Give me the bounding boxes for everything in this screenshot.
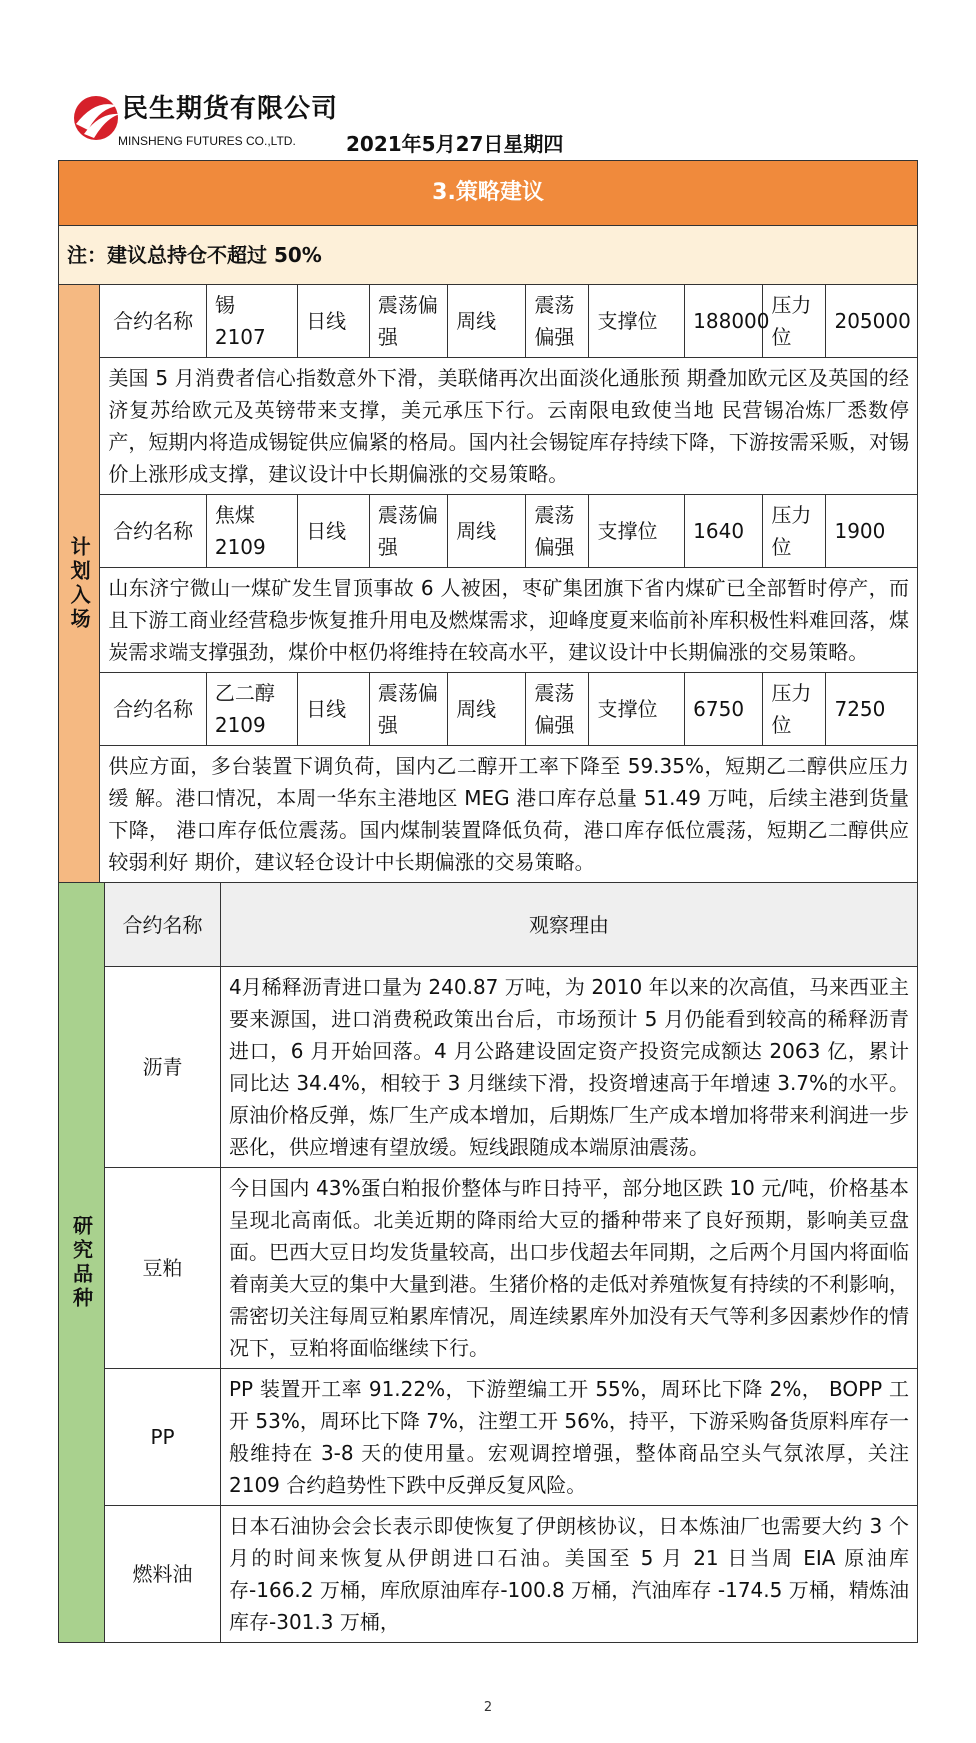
plan-analysis: 供应方面，多台装置下调负荷，国内乙二醇开工率下降至 59.35%，短期乙二醇供应压力缓 解。港口情况，本周一华东主港地区 MEG 港口库存总量 51.49 万吨，后续主港到货量下降， 港口库存低位震荡。国内煤制装置降低负荷，港口库存低位震荡，短期乙二醇供应较弱利好 期价，建议轻仓设计中长期偏涨的交易策略。: [100, 746, 918, 883]
resistance-value: 205000: [826, 285, 918, 358]
research-side-label: 研究品种: [59, 883, 105, 1643]
daily-label: 日线: [298, 285, 370, 358]
commodity-reason: PP 装置开工率 91.22%，下游塑编工开 55%，周环比下降 2%， BOPP 工开 53%，周环比下降 7%，注塑工开 56%，持平，下游采购备货原料库存一般维持在 3-8 天的使用量。宏观调控增强，整体商品空头气氛浓厚，关注 2109 合约趋势性下跌中反弹反复风险。: [221, 1369, 918, 1506]
plan-row: [59, 673, 918, 746]
plan-analysis: 美国 5 月消费者信心指数意外下滑，美联储再次出面淡化通胀预 期叠加欧元区及英国的经济复苏给欧元及英镑带来支撑，美元承压下行。云南限电致使当地 民营锡冶炼厂悉数停产，短期内将造成锡锭供应偏紧的格局。国内社会锡锭库存持续下降，下游按需采贩，对锡价上涨形成支撑，建议设计中长期偏涨的交易策略。: [100, 358, 918, 495]
daily-trend: 震荡偏强: [369, 495, 447, 568]
contract-value: 乙二醇 2109: [206, 673, 297, 746]
strategy-table: [58, 160, 918, 883]
plan-analysis: 山东济宁微山一煤矿发生冒顶事故 6 人被困，枣矿集团旗下省内煤矿已全部暂时停产，而且下游工商业经营稳步恢复推升用电及燃煤需求，迎峰度夏来临前补库积极性料难回落，煤炭需求端支撑强劲，煤价中枢仍将维持在较高水平，建议设计中长期偏涨的交易策略。: [100, 568, 918, 673]
support-value: 188000: [685, 285, 763, 358]
plan-row: [59, 495, 918, 568]
daily-trend: 震荡偏强: [369, 673, 447, 746]
weekly-label: 周线: [448, 495, 526, 568]
commodity-reason: 今日国内 43%蛋白粕报价整体与昨日持平，部分地区跌 10 元/吨，价格基本呈现北高南低。北美近期的降雨给大豆的播种带来了良好预期，影响美豆盘面。巴西大豆日均发货量较高，出口步伐超去年同期，之后两个月国内将面临着南美大豆的集中大量到港。生猪价格的走低对养殖恢复有持续的不利影响，需密切关注每周豆粕累库情况，周连续累库外加没有天气等利多因素炒作的情况下，豆粕将面临继续下行。: [221, 1168, 918, 1369]
daily-label: 日线: [298, 673, 370, 746]
table-row: [59, 967, 918, 1168]
daily-label: 日线: [298, 495, 370, 568]
commodity-name: PP: [105, 1369, 221, 1506]
section-title: 3.策略建议: [59, 161, 918, 226]
plan-row: [59, 285, 918, 358]
weekly-trend: 震荡偏强: [526, 495, 589, 568]
contract-value: 锡 2107: [206, 285, 297, 358]
resistance-value: 1900: [826, 495, 918, 568]
report-date: 2021年5月27日星期四: [346, 132, 564, 156]
support-label: 支撑位: [589, 285, 685, 358]
support-value: 6750: [685, 673, 763, 746]
support-label: 支撑位: [589, 495, 685, 568]
commodity-name: 沥青: [105, 967, 221, 1168]
research-table: [58, 882, 918, 1643]
resistance-label: 压力位: [763, 495, 826, 568]
plan-side-label: 计划入场: [59, 285, 100, 883]
col-header-contract: 合约名称: [105, 883, 221, 967]
brand-name-cn: 民生期货有限公司: [122, 94, 339, 124]
commodity-reason: 日本石油协会会长表示即使恢复了伊朗核协议，日本炼油厂也需要大约 3 个月的时间来恢复从伊朗进口石油。美国至 5 月 21 日当周 EIA 原油库存-166.2 万桶，库欣原油库存-100.8 万桶，汽油库存 -174.5 万桶，精炼油库存-301.3 万桶，: [221, 1506, 918, 1643]
weekly-trend: 震荡偏强: [526, 285, 589, 358]
weekly-label: 周线: [448, 673, 526, 746]
daily-trend: 震荡偏强: [369, 285, 447, 358]
contract-label: 合约名称: [100, 673, 207, 746]
brand-name-en: MINSHENG FUTURES CO.,LTD.: [118, 134, 296, 148]
resistance-value: 7250: [826, 673, 918, 746]
table-row: [59, 1369, 918, 1506]
support-value: 1640: [685, 495, 763, 568]
commodity-reason: 4月稀释沥青进口量为 240.87 万吨，为 2010 年以来的次高值，马来西亚主要来源国，进口消费税政策出台后，市场预计 5 月仍能看到较高的稀释沥青进口，6 月开始回落。4 月公路建设固定资产投资完成额达 2063 亿，累计同比达 34.4%，相较于 3 月继续下滑，投资增速高于年增速 3.7%的水平。原油价格反弹，炼厂生产成本增加，后期炼厂生产成本增加将带来利润进一步恶化，供应增速有望放缓。短线跟随成本端原油震荡。: [221, 967, 918, 1168]
contract-value: 焦煤 2109: [206, 495, 297, 568]
col-header-reason: 观察理由: [221, 883, 918, 967]
position-note: 注：建议总持仓不超过 50%: [59, 226, 918, 285]
page-number: 2: [483, 1700, 493, 1715]
resistance-label: 压力位: [763, 673, 826, 746]
contract-label: 合约名称: [100, 495, 207, 568]
table-row: [59, 1506, 918, 1643]
commodity-name: 豆粕: [105, 1168, 221, 1369]
contract-label: 合约名称: [100, 285, 207, 358]
support-label: 支撑位: [589, 673, 685, 746]
resistance-label: 压力位: [763, 285, 826, 358]
weekly-trend: 震荡偏强: [526, 673, 589, 746]
table-row: [59, 1168, 918, 1369]
minsheng-logo-icon: [66, 88, 126, 148]
commodity-name: 燃料油: [105, 1506, 221, 1643]
weekly-label: 周线: [448, 285, 526, 358]
